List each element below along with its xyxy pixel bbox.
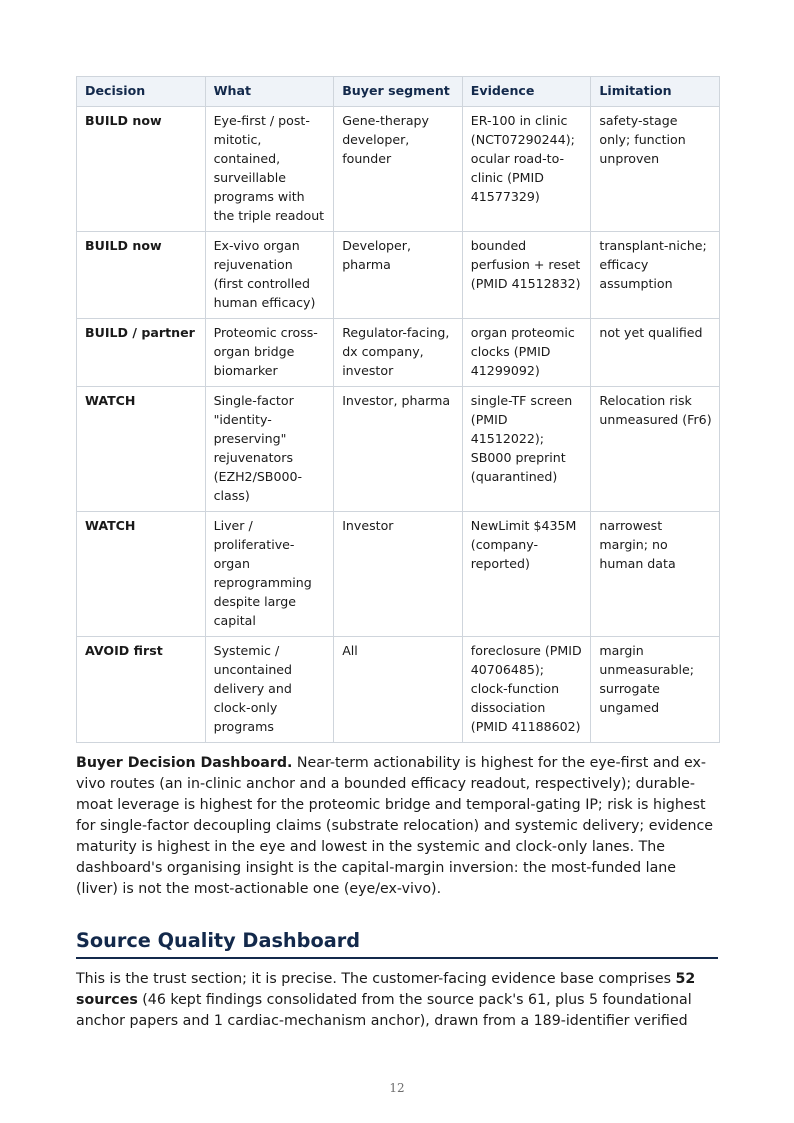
segment-cell: Investor	[334, 512, 463, 637]
header-evidence: Evidence	[462, 77, 591, 107]
header-what: What	[205, 77, 334, 107]
segment-cell: Gene-therapy developer, founder	[334, 107, 463, 232]
table-header-row	[77, 77, 720, 107]
decision-cell: WATCH	[77, 387, 206, 512]
limitation-cell: narrowest margin; no human data	[591, 512, 720, 637]
limitation-cell: transplant-niche; efficacy assumption	[591, 232, 720, 319]
segment-cell: All	[334, 637, 463, 743]
what-cell: Eye-first / post-mitotic, contained, surveillable programs with the triple readout	[205, 107, 334, 232]
table-row	[77, 637, 720, 743]
header-decision: Decision	[77, 77, 206, 107]
what-cell: Ex-vivo organ rejuvenation (first controlled human efficacy)	[205, 232, 334, 319]
what-cell: Single-factor "identity-preserving" rejuvenators (EZH2/SB000-class)	[205, 387, 334, 512]
intro-text-before: This is the trust section; it is precise. The customer-facing evidence base comprises	[76, 971, 676, 987]
decision-cell: WATCH	[77, 512, 206, 637]
decision-cell: BUILD now	[77, 232, 206, 319]
decision-cell: BUILD / partner	[77, 319, 206, 387]
what-cell: Systemic / uncontained delivery and clock-only programs	[205, 637, 334, 743]
table-caption	[76, 753, 718, 900]
section-intro	[76, 969, 718, 1032]
evidence-cell: NewLimit $435M (company-reported)	[462, 512, 591, 637]
decision-cell: AVOID first	[77, 637, 206, 743]
evidence-cell: foreclosure (PMID 40706485); clock-function dissociation (PMID 41188602)	[462, 637, 591, 743]
decision-cell: BUILD now	[77, 107, 206, 232]
segment-cell: Investor, pharma	[334, 387, 463, 512]
limitation-cell: Relocation risk unmeasured (Fr6)	[591, 387, 720, 512]
evidence-cell: bounded perfusion + reset (PMID 41512832)	[462, 232, 591, 319]
segment-cell: Regulator-facing, dx company, investor	[334, 319, 463, 387]
buyer-decision-table	[76, 76, 720, 743]
evidence-cell: organ proteomic clocks (PMID 41299092)	[462, 319, 591, 387]
header-limitation: Limitation	[591, 77, 720, 107]
what-cell: Proteomic cross-organ bridge biomarker	[205, 319, 334, 387]
table-row	[77, 107, 720, 232]
limitation-cell: safety-stage only; function unproven	[591, 107, 720, 232]
table-row	[77, 512, 720, 637]
limitation-cell: margin unmeasurable; surrogate ungamed	[591, 637, 720, 743]
caption-lead: Buyer Decision Dashboard.	[76, 755, 293, 771]
what-cell: Liver / proliferative-organ reprogramming despite large capital	[205, 512, 334, 637]
intro-text-after: (46 kept findings consolidated from the source pack's 61, plus 5 foundational anchor papers and 1 cardiac-mechanism anchor), drawn from a 189-identifier verified	[76, 992, 692, 1029]
section-heading: Source Quality Dashboard	[76, 928, 718, 959]
table-row	[77, 319, 720, 387]
page-number: 12	[389, 1081, 405, 1095]
limitation-cell: not yet qualified	[591, 319, 720, 387]
intro-source-count: 52 sources	[76, 971, 696, 1008]
evidence-cell: ER-100 in clinic (NCT07290244); ocular road-to-clinic (PMID 41577329)	[462, 107, 591, 232]
segment-cell: Developer, pharma	[334, 232, 463, 319]
table-row	[77, 387, 720, 512]
page-content	[76, 76, 718, 1032]
header-buyer-segment: Buyer segment	[334, 77, 463, 107]
table-row	[77, 232, 720, 319]
evidence-cell: single-TF screen (PMID 41512022); SB000 preprint (quarantined)	[462, 387, 591, 512]
caption-text: Near-term actionability is highest for the eye-first and ex-vivo routes (an in-clinic anchor and a bounded efficacy readout, respectively); durable-moat leverage is highest for the proteomic bridge and temporal-gating IP; risk is highest for single-factor decoupling claims (substrate relocation) and systemic delivery; evidence maturity is highest in the eye and lowest in the systemic and clock-only lanes. The dashboard's organising insight is the capital-margin inversion: the most-funded lane (liver) is not the most-actionable one (eye/ex-vivo).	[76, 755, 714, 897]
